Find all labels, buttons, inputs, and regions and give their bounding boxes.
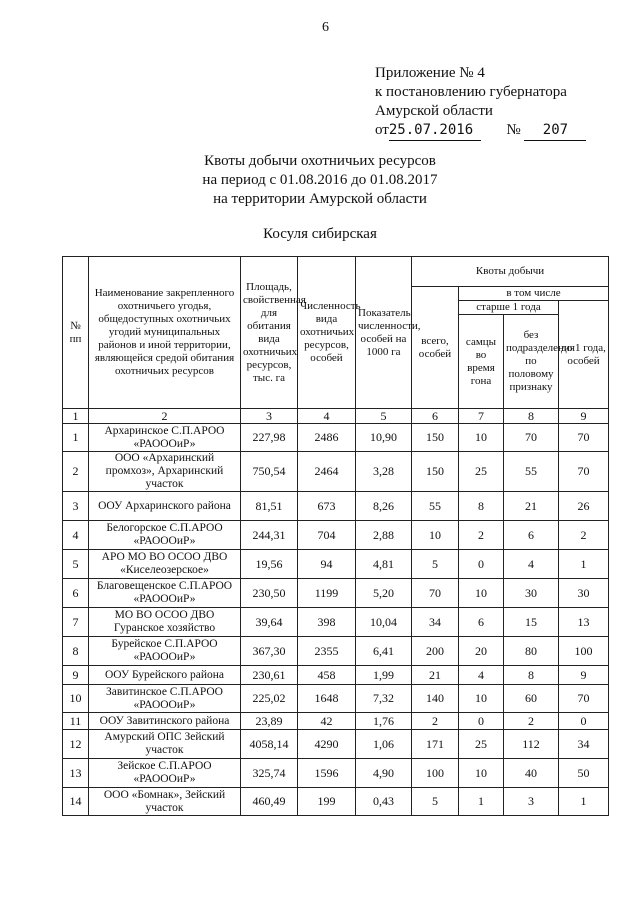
header-area: Площадь, свойственная для обитания вида охотничьих ресурсов, тыс. га: [241, 257, 298, 409]
header-total: всего, особей: [412, 287, 459, 409]
row-number: 9: [63, 666, 89, 685]
row-males: 10: [459, 759, 504, 788]
row-males: 1: [459, 788, 504, 816]
page-number: 6: [322, 20, 329, 35]
row-nosex: 60: [504, 685, 559, 713]
row-males: 25: [459, 730, 504, 759]
row-density: 5,20: [356, 579, 412, 608]
row-total: 70: [412, 579, 459, 608]
row-number: 11: [63, 713, 89, 730]
document-title: [0, 152, 640, 209]
row-population: 94: [298, 550, 356, 579]
row-nosex: 21: [504, 492, 559, 521]
row-name: Архаринское С.П.АРОО «РАОООиР»: [89, 424, 241, 452]
row-total: 34: [412, 608, 459, 637]
table-row: [63, 452, 609, 492]
row-density: 10,90: [356, 424, 412, 452]
header-young: до 1 года, особей: [559, 301, 609, 409]
row-nosex: 4: [504, 550, 559, 579]
row-nosex: 40: [504, 759, 559, 788]
header-older: старше 1 года: [459, 301, 559, 315]
row-number: 8: [63, 637, 89, 666]
row-males: 25: [459, 452, 504, 492]
col-number: 5: [356, 409, 412, 424]
row-young: 0: [559, 713, 609, 730]
row-area: 227,98: [241, 424, 298, 452]
row-area: 4058,14: [241, 730, 298, 759]
row-nosex: 15: [504, 608, 559, 637]
row-number: 14: [63, 788, 89, 816]
row-total: 55: [412, 492, 459, 521]
row-nosex: 70: [504, 424, 559, 452]
table-row: [63, 759, 609, 788]
row-nosex: 8: [504, 666, 559, 685]
date-value: 25.07.2016: [388, 122, 474, 138]
row-population: 704: [298, 521, 356, 550]
row-young: 34: [559, 730, 609, 759]
row-young: 30: [559, 579, 609, 608]
table-row: [63, 579, 609, 608]
col-number: 4: [298, 409, 356, 424]
row-total: 2: [412, 713, 459, 730]
row-name: Зейское С.П.АРОО «РАОООиР»: [89, 759, 241, 788]
header-num: № пп: [63, 257, 89, 409]
row-population: 1596: [298, 759, 356, 788]
header-name: Наименование закрепленного охотничьего угодья, общедоступных охотничьих угодий муниципальных районов и иной территории, являющейся средой обитания охотничьих ресурсов: [89, 257, 241, 409]
row-total: 10: [412, 521, 459, 550]
row-total: 150: [412, 452, 459, 492]
row-population: 398: [298, 608, 356, 637]
row-young: 70: [559, 424, 609, 452]
row-young: 70: [559, 452, 609, 492]
row-nosex: 55: [504, 452, 559, 492]
row-total: 150: [412, 424, 459, 452]
row-number: 2: [63, 452, 89, 492]
row-area: 39,64: [241, 608, 298, 637]
col-number: 9: [559, 409, 609, 424]
number-value: 207: [542, 122, 569, 138]
row-name: Бурейское С.П.АРОО «РАОООиР»: [89, 637, 241, 666]
row-population: 1648: [298, 685, 356, 713]
table-row: [63, 521, 609, 550]
row-density: 1,99: [356, 666, 412, 685]
row-total: 5: [412, 788, 459, 816]
row-nosex: 112: [504, 730, 559, 759]
appendix-region: Амурской области: [375, 103, 493, 119]
row-population: 4290: [298, 730, 356, 759]
row-area: 244,31: [241, 521, 298, 550]
row-name: Благовещенское С.П.АРОО «РАОООиР»: [89, 579, 241, 608]
row-density: 3,28: [356, 452, 412, 492]
row-area: 81,51: [241, 492, 298, 521]
row-total: 21: [412, 666, 459, 685]
appendix-title: Приложение № 4: [375, 65, 485, 81]
row-area: 367,30: [241, 637, 298, 666]
row-name: ООУ Бурейского района: [89, 666, 241, 685]
row-males: 2: [459, 521, 504, 550]
row-population: 458: [298, 666, 356, 685]
title-line-3: на территории Амурской области: [213, 191, 427, 207]
table-row: [63, 666, 609, 685]
row-density: 2,88: [356, 521, 412, 550]
row-number: 13: [63, 759, 89, 788]
row-area: 750,54: [241, 452, 298, 492]
row-name: ООО «Бомнак», Зейский участок: [89, 788, 241, 816]
row-density: 7,32: [356, 685, 412, 713]
table-row: [63, 492, 609, 521]
title-line-1: Квоты добычи охотничьих ресурсов: [204, 153, 436, 169]
header-population: Численность вида охотничьих ресурсов, особей: [298, 257, 356, 409]
table-row: [63, 685, 609, 713]
header-males: самцы во время гона: [459, 315, 504, 409]
col-number: 8: [504, 409, 559, 424]
col-number: 2: [89, 409, 241, 424]
row-males: 20: [459, 637, 504, 666]
row-density: 1,06: [356, 730, 412, 759]
col-number: 1: [63, 409, 89, 424]
row-nosex: 6: [504, 521, 559, 550]
row-males: 0: [459, 550, 504, 579]
quota-table-body: [63, 424, 609, 816]
row-young: 1: [559, 550, 609, 579]
row-total: 140: [412, 685, 459, 713]
row-population: 2464: [298, 452, 356, 492]
row-males: 8: [459, 492, 504, 521]
table-row: [63, 788, 609, 816]
quota-table: [62, 256, 609, 816]
table-row: [63, 424, 609, 452]
row-population: 199: [298, 788, 356, 816]
row-population: 42: [298, 713, 356, 730]
row-name: ООО «Архаринский промхоз», Архаринский участок: [89, 452, 241, 492]
date-field: [389, 121, 481, 141]
row-name: Завитинское С.П.АРОО «РАОООиР»: [89, 685, 241, 713]
row-area: 23,89: [241, 713, 298, 730]
table-row: [63, 637, 609, 666]
row-total: 171: [412, 730, 459, 759]
row-area: 325,74: [241, 759, 298, 788]
number-field: [524, 121, 586, 141]
row-nosex: 80: [504, 637, 559, 666]
row-males: 0: [459, 713, 504, 730]
row-density: 1,76: [356, 713, 412, 730]
row-young: 100: [559, 637, 609, 666]
number-sign: №: [506, 122, 521, 138]
row-nosex: 3: [504, 788, 559, 816]
col-number: 3: [241, 409, 298, 424]
row-total: 200: [412, 637, 459, 666]
row-density: 10,04: [356, 608, 412, 637]
row-population: 1199: [298, 579, 356, 608]
table-row: [63, 550, 609, 579]
row-number: 5: [63, 550, 89, 579]
row-area: 19,56: [241, 550, 298, 579]
col-number: 6: [412, 409, 459, 424]
row-young: 9: [559, 666, 609, 685]
row-density: 4,81: [356, 550, 412, 579]
row-area: 230,61: [241, 666, 298, 685]
appendix-decree: к постановлению губернатора: [375, 84, 567, 100]
table-row: [63, 713, 609, 730]
row-name: МО ВО ОСОО ДВО Гуранское хозяйство: [89, 608, 241, 637]
row-young: 13: [559, 608, 609, 637]
row-density: 8,26: [356, 492, 412, 521]
table-row: [63, 730, 609, 759]
row-area: 230,50: [241, 579, 298, 608]
row-name: ООУ Завитинского района: [89, 713, 241, 730]
row-number: 4: [63, 521, 89, 550]
header-nosex: без подразделения по половому признаку: [504, 315, 559, 409]
row-young: 2: [559, 521, 609, 550]
header-including: в том числе: [459, 287, 609, 301]
row-nosex: 2: [504, 713, 559, 730]
col-number: 7: [459, 409, 504, 424]
row-name: АРО МО ВО ОСОО ДВО «Киселеозерское»: [89, 550, 241, 579]
row-area: 225,02: [241, 685, 298, 713]
row-name: Белогорское С.П.АРОО «РАОООиР»: [89, 521, 241, 550]
row-number: 7: [63, 608, 89, 637]
row-area: 460,49: [241, 788, 298, 816]
table-row: [63, 608, 609, 637]
row-population: 2355: [298, 637, 356, 666]
row-young: 1: [559, 788, 609, 816]
row-nosex: 30: [504, 579, 559, 608]
species-subtitle: Косуля сибирская: [263, 226, 377, 242]
row-density: 6,41: [356, 637, 412, 666]
row-males: 10: [459, 579, 504, 608]
row-males: 10: [459, 685, 504, 713]
appendix-date-line: [375, 121, 586, 141]
row-males: 10: [459, 424, 504, 452]
row-males: 6: [459, 608, 504, 637]
row-name: Амурский ОПС Зейский участок: [89, 730, 241, 759]
column-number-row: [63, 409, 609, 424]
row-number: 6: [63, 579, 89, 608]
row-population: 2486: [298, 424, 356, 452]
row-total: 5: [412, 550, 459, 579]
row-young: 70: [559, 685, 609, 713]
title-line-2: на период с 01.08.2016 до 01.08.2017: [202, 172, 438, 188]
row-density: 4,90: [356, 759, 412, 788]
row-number: 10: [63, 685, 89, 713]
row-number: 3: [63, 492, 89, 521]
row-males: 4: [459, 666, 504, 685]
date-prefix: от: [375, 122, 389, 138]
row-population: 673: [298, 492, 356, 521]
row-number: 12: [63, 730, 89, 759]
row-name: ООУ Архаринского района: [89, 492, 241, 521]
header-quotas: Квоты добычи: [412, 257, 609, 287]
row-young: 50: [559, 759, 609, 788]
appendix-block: [375, 64, 586, 141]
row-number: 1: [63, 424, 89, 452]
row-total: 100: [412, 759, 459, 788]
row-density: 0,43: [356, 788, 412, 816]
header-density: Показатель численности, особей на 1000 га: [356, 257, 412, 409]
row-young: 26: [559, 492, 609, 521]
